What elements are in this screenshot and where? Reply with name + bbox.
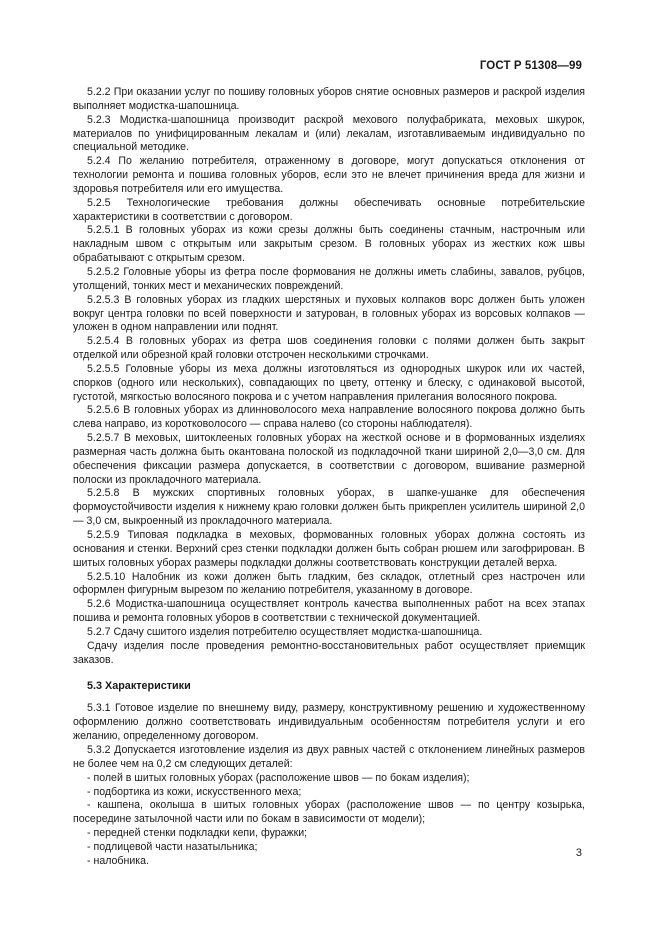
list-item: - передней стенки подкладки кепи, фуражки;	[87, 827, 308, 840]
paragraph-5-2-7: 5.2.7 Сдачу сшитого изделия потребителю осуществляет модистка-шапошница.	[87, 625, 483, 638]
document-body	[73, 86, 585, 869]
list-item: - подлицевой части назатыльника;	[87, 840, 258, 853]
page-number: 3	[575, 847, 582, 859]
paragraph-5-2-5-2: 5.2.5.2 Головные уборы из фетра после формования не должны иметь слабины, завалов, рубцов, утолщений, тонких мест и механических повреждений.	[73, 265, 585, 292]
paragraph-5-2-3: 5.2.3 Модистка-шапошница производит раскрой мехового полуфабриката, меховых шкурок, материалов по унифицированным лекалам и (или) лекалам, изготавливаемым индивидуально по специальной методике.	[73, 113, 585, 154]
list-item: - подбортика из кожи, искусственного меха;	[87, 785, 302, 798]
paragraph-5-3-2: 5.3.2 Допускается изготовление изделия из двух равных частей с отклонением линейных размеров не более чем на 0,2 см следующих деталей:	[73, 743, 585, 770]
paragraph-5-2-2: 5.2.2 При оказании услуг по пошиву головных уборов снятие основных размеров и раскрой изделия выполняет модистка-шапошница.	[73, 86, 585, 112]
paragraph-5-2-5-5: 5.2.5.5 Головные уборы из меха должны изготовляться из однородных шкурок или их частей, спорков (одного или нескольких), совпадающих по цвету, оттенку и блеску, с одинаковой высотой, густотой, мягкостью волосяного покрова и с учетом направления прилегания волосяного покрова.	[73, 362, 585, 403]
paragraph-5-2-5-1: 5.2.5.1 В головных уборах из кожи срезы должны быть соединены стачным, настрочным или накладным швом с открытым или закрытым срезом. В головных уборах из жестких кож швы обрабатывают с открытым срезом.	[73, 224, 585, 265]
paragraph-5-2-6: 5.2.6 Модистка-шапошница осуществляет контроль качества выполненных работ на всех этапах пошива и ремонта головных уборов в соответствии с технической документацией.	[73, 598, 585, 625]
paragraph-5-2-5-4: 5.2.5.4 В головных уборах из фетра шов соединения головки с полями должен быть закрыт отделкой или обрезной край головки отстрочен несколькими строчками.	[73, 335, 585, 362]
paragraph-5-3-1: 5.3.1 Готовое изделие по внешнему виду, размеру, конструктивному решению и художественному оформлению должно соответствовать индивидуальным особенностям потребителя услуги и его желанию, определенному договором.	[73, 702, 585, 743]
paragraph-5-2-5-7: 5.2.5.7 В меховых, шитоклееных головных уборах на жесткой основе и в формованных изделиях размерная часть должна быть окантована полоской из подкладочной ткани шириной 2,0—3,0 см. Для обеспечения фиксации размера допускается, в соответствии с договором, вшивание размерной полоски из прокладочного материала.	[73, 432, 585, 486]
paragraph-handover-repair: Сдачу изделия после проведения ремонтно-восстановительных работ осуществляет приемщик заказов.	[73, 639, 585, 666]
paragraph-5-2-5-3: 5.2.5.3 В головных уборах из гладких шерстяных и пуховых колпаков ворс должен быть уложен вокруг центра головки по всей поверхности и затурован, в головных уборах из ворсовых колпаков — уложен в одном направлении или поднят.	[73, 293, 585, 334]
list-item: - полей в шитых головных уборах (расположение швов — по бокам изделия);	[87, 771, 470, 784]
paragraph-5-2-5-9: 5.2.5.9 Типовая подкладка в меховых, формованных головных уборах должна состоять из основания и стенки. Верхний срез стенки подкладки должен быть собран рюшем или загофрирован. В шитых головных уборах размеры подкладки должны соответствовать конструкции деталей верха.	[73, 529, 585, 569]
paragraph-5-2-5: 5.2.5 Технологические требования должны обеспечивать основные потребительские характеристики в соответствии с договором.	[73, 196, 585, 223]
paragraph-5-2-4: 5.2.4 По желанию потребителя, отраженному в договоре, могут допускаться отклонения от технологии ремонта и пошива головных уборов, если это не влечет причинения вреда для жизни и здоровья потребителя или его имущества.	[73, 155, 585, 195]
paragraph-5-2-5-6: 5.2.5.6 В головных уборах из длинноволосого меха направление волосяного покрова должно быть слева направо, из коротковолосого — справа налево (со стороны наблюдателя).	[73, 404, 585, 431]
paragraph-5-2-5-8: 5.2.5.8 В мужских спортивных головных уборах, в шапке-ушанке для обеспечения формоустойчивости изделия к нижнему краю головки должен быть прикреплен усилитель шириной 2,0— 3,0 см, выкроенный из прокладочного материала.	[73, 487, 585, 528]
list-item: - налобника.	[87, 854, 149, 867]
paragraph-5-2-5-10: 5.2.5.10 Налобник из кожи должен быть гладким, без складок, отлетный срез настрочен или оформлен фигурным вырезом по желанию потребителя, указанному в договоре.	[73, 570, 585, 597]
document-header-code: ГОСТ Р 51308—99	[479, 60, 582, 72]
list-item: - кашпена, околыша в шитых головных уборах (расположение швов — по центру козырька, посередине затылочной части или по бокам в зависимости от модели);	[73, 799, 585, 826]
section-heading: 5.3 Характеристики	[87, 680, 191, 693]
